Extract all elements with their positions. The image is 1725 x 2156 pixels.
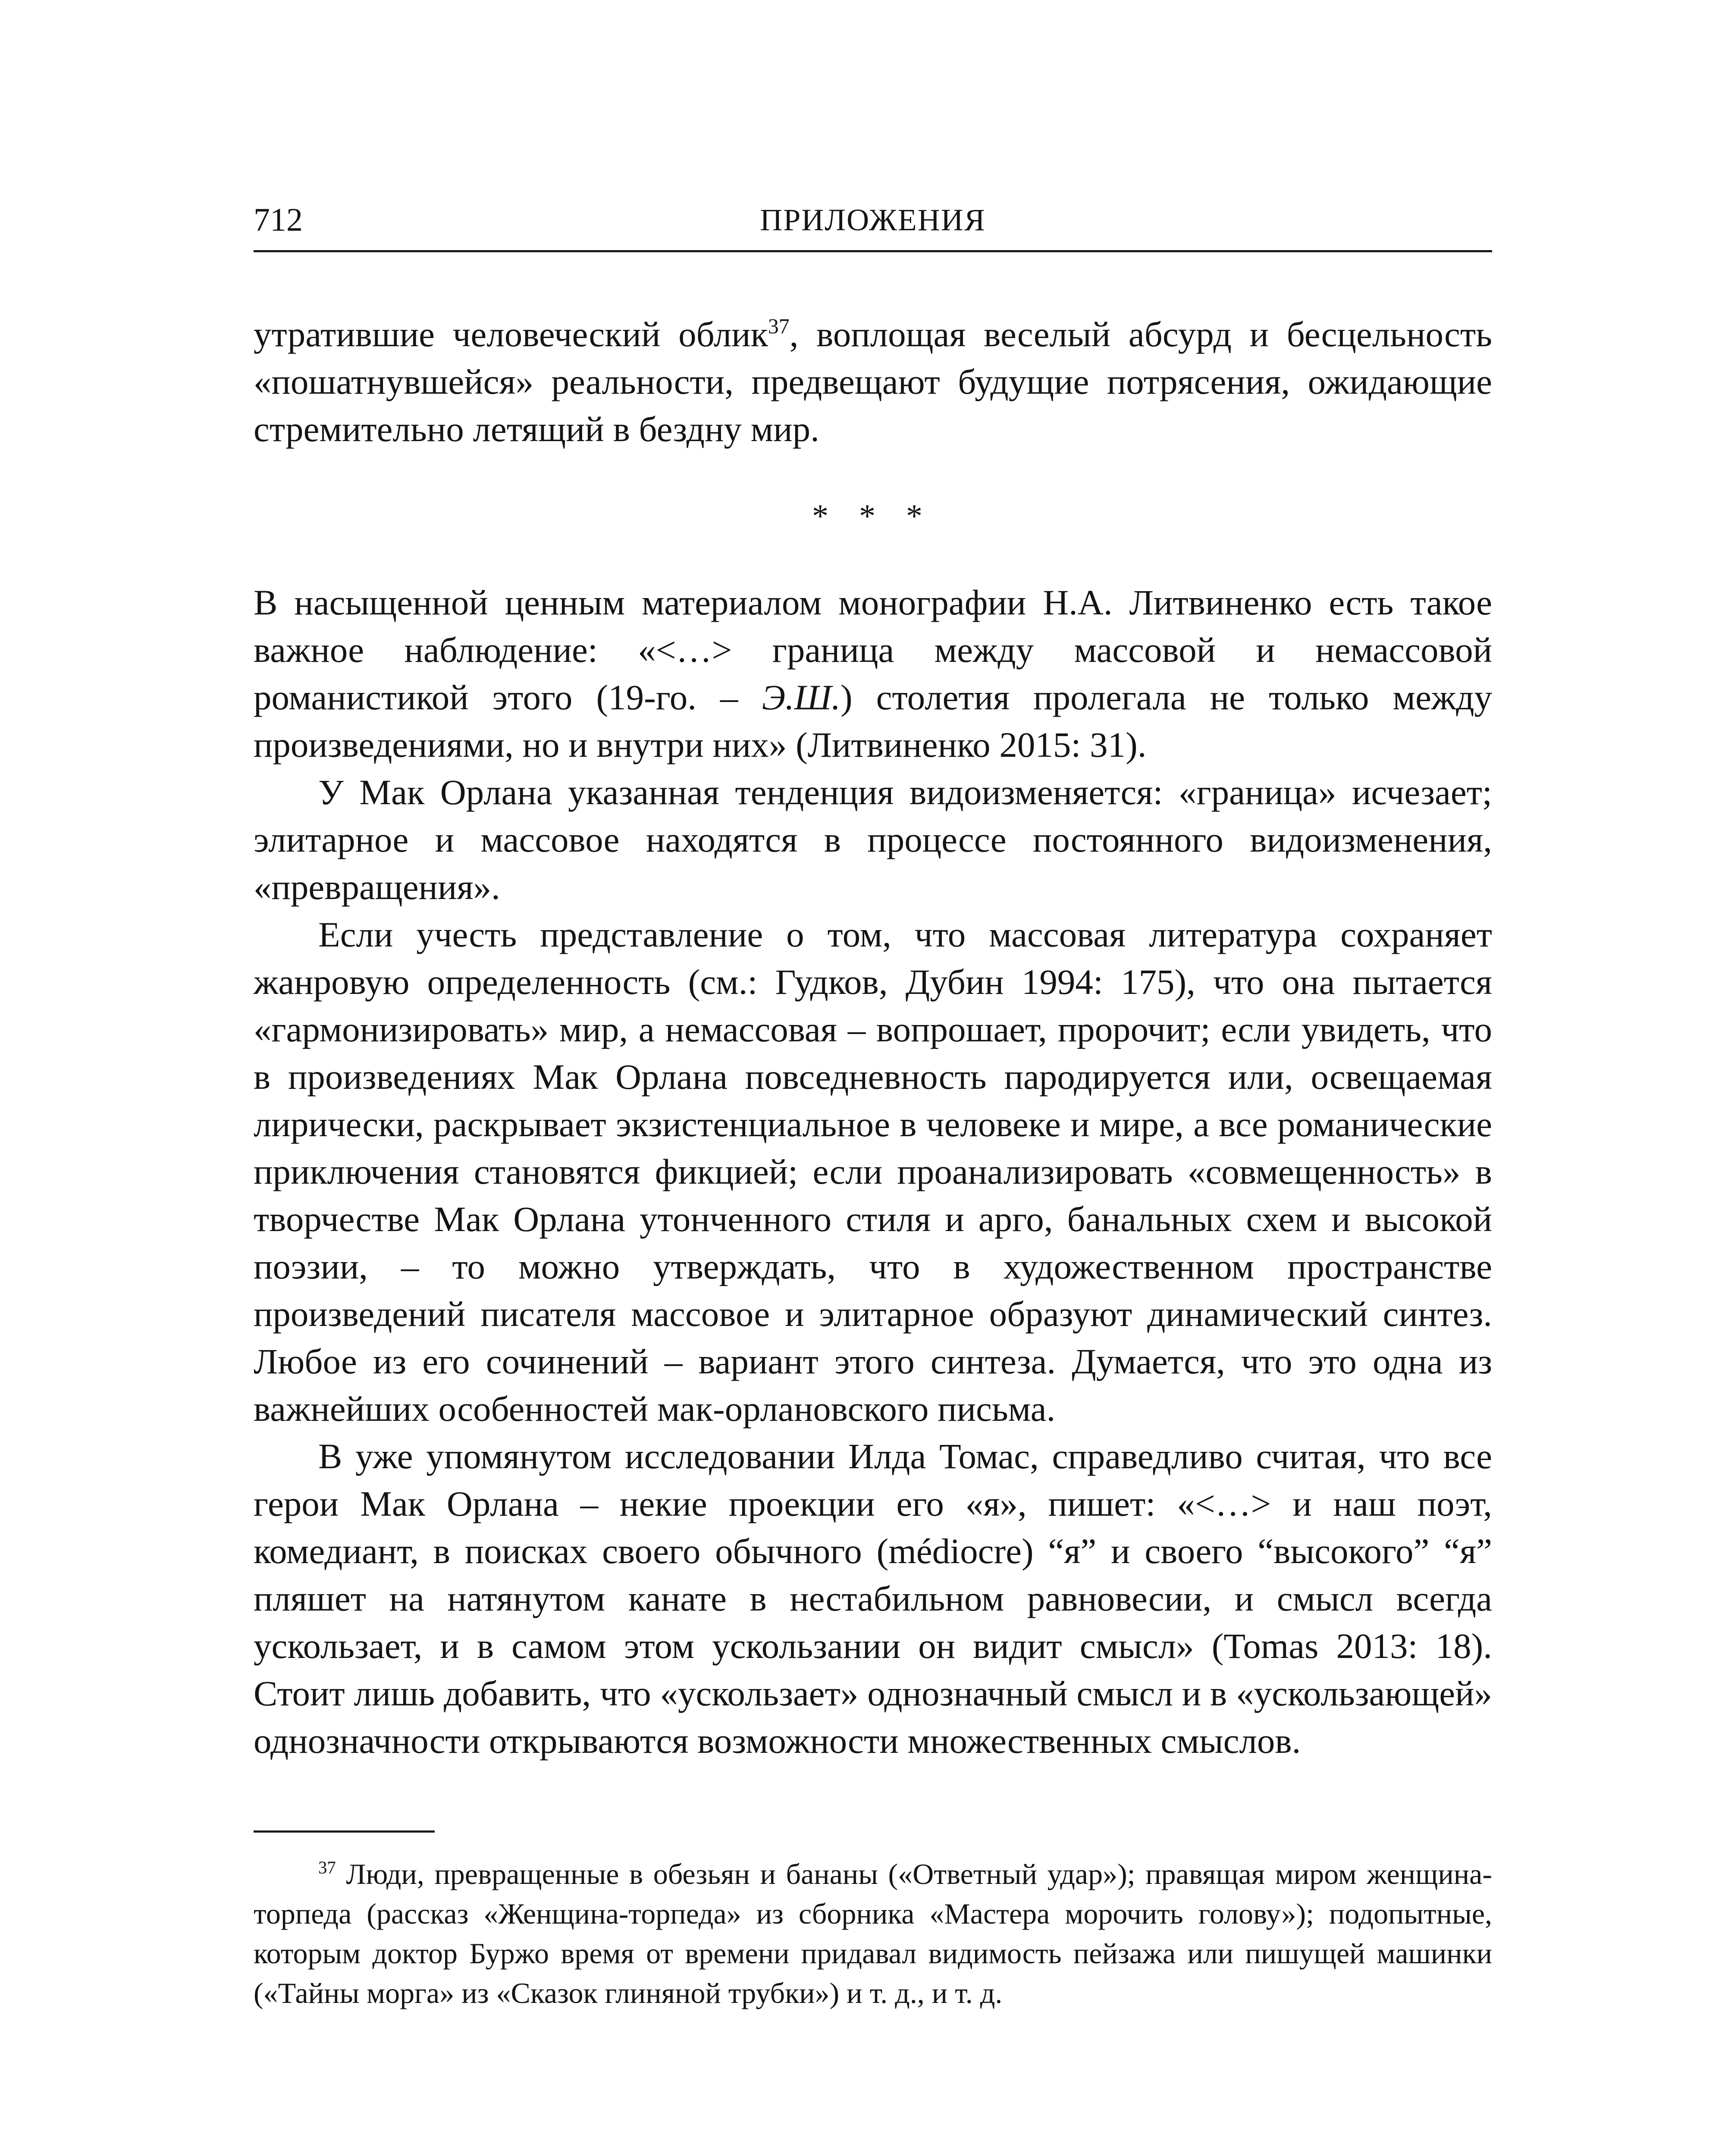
main-text [254, 310, 1492, 1764]
page-number: 712 [254, 202, 303, 238]
paragraph-5: В уже упомянутом исследовании Илда Томас, справедливо считая, что все герои Мак Орлана – некие проекции его «я», пишет: «<…> и наш поэт, комедиант, в поисках своего обычного (médiocre) “я” и своего “высокого” “я” пляшет на натянутом канате в нестабильном равновесии, и смысл всегда ускользает, и в самом этом ускользании он видит смысл» (Tomas 2013: 18). Стоит лишь добавить, что «ускользает» однозначный смысл и в «ускользающей» однозначности открываются возможности множественных смыслов. [254, 1436, 1492, 1761]
page-header [254, 198, 1492, 254]
paragraph-4: Если учесть представление о том, что массовая литература сохраняет жанровую определенность (см.: Гудков, Дубин 1994: 175), что она пытается «гармонизировать» мир, а немассовая – вопрошает, пророчит; если увидеть, что в произведениях Мак Орлана повседневность пародируется или, освещаемая лирически, раскрывает экзистенциальное в человеке и мире, а все романические приключения становятся фикцией; если проанализировать «совмещенность» в творчестве Мак Орлана утонченного стиля и арго, банальных схем и высокой поэзии, – то можно утверждать, что в художественном пространстве произведений писателя массовое и элитарное образуют динамический синтез. Любое из его сочинений – вариант этого синтеза. Думается, что это одна из важнейших особенностей мак-орлановского письма. [254, 915, 1492, 1429]
paragraph-3: У Мак Орлана указанная тенденция видоизменяется: «граница» исчезает; элитарное и массовое находятся в процессе постоянного видоизменения, «превращения». [254, 772, 1492, 907]
header-rule [254, 250, 1492, 252]
running-title: ПРИЛОЖЕНИЯ [760, 203, 986, 237]
footnotes [254, 1854, 1492, 2013]
paragraph-2-text-b: ) столетия пролегала не только между произведениями, но и внутри них» (Литвиненко 2015: 31). [254, 677, 1492, 765]
footnote-rule [254, 1830, 435, 1833]
section-separator: * * * [812, 498, 934, 534]
paragraph-1-text-b: , воплощая веселый абсурд и бесцельность «пошатнувшейся» реальности, предвещают будущие потрясения, ожидающие стремительно летящий в бездну мир. [254, 314, 1492, 449]
footnote-text: Люди, превращенные в обезьян и бананы («Ответный удар»); правящая миром женщина-торпеда (рассказ «Женщина-торпеда» из сборника «Мастера морочить голову»); подопытные, которым доктор Буржо время от времени придавал видимость пейзажа или пишущей машинки («Тайны морга» из «Сказок глиняной трубки») и т. д., и т. д. [254, 1858, 1492, 2009]
paragraph-1 [254, 310, 1492, 453]
paragraph-1-text-a: утратившие человеческий облик [254, 314, 768, 354]
paragraph-2-text-a: В насыщенной ценным материалом монографии Н.А. Литвиненко есть такое важное наблюдение: «<…> граница между массовой и немассовой романистикой этого (19-го. – [254, 583, 1492, 717]
paragraph-2-initials: Э.Ш. [762, 677, 841, 717]
footnote-ref-37: 37 [768, 314, 790, 338]
footnote-marker: 37 [318, 1858, 336, 1877]
footnote-37 [254, 1854, 1492, 2013]
paragraph-2 [254, 579, 1492, 768]
